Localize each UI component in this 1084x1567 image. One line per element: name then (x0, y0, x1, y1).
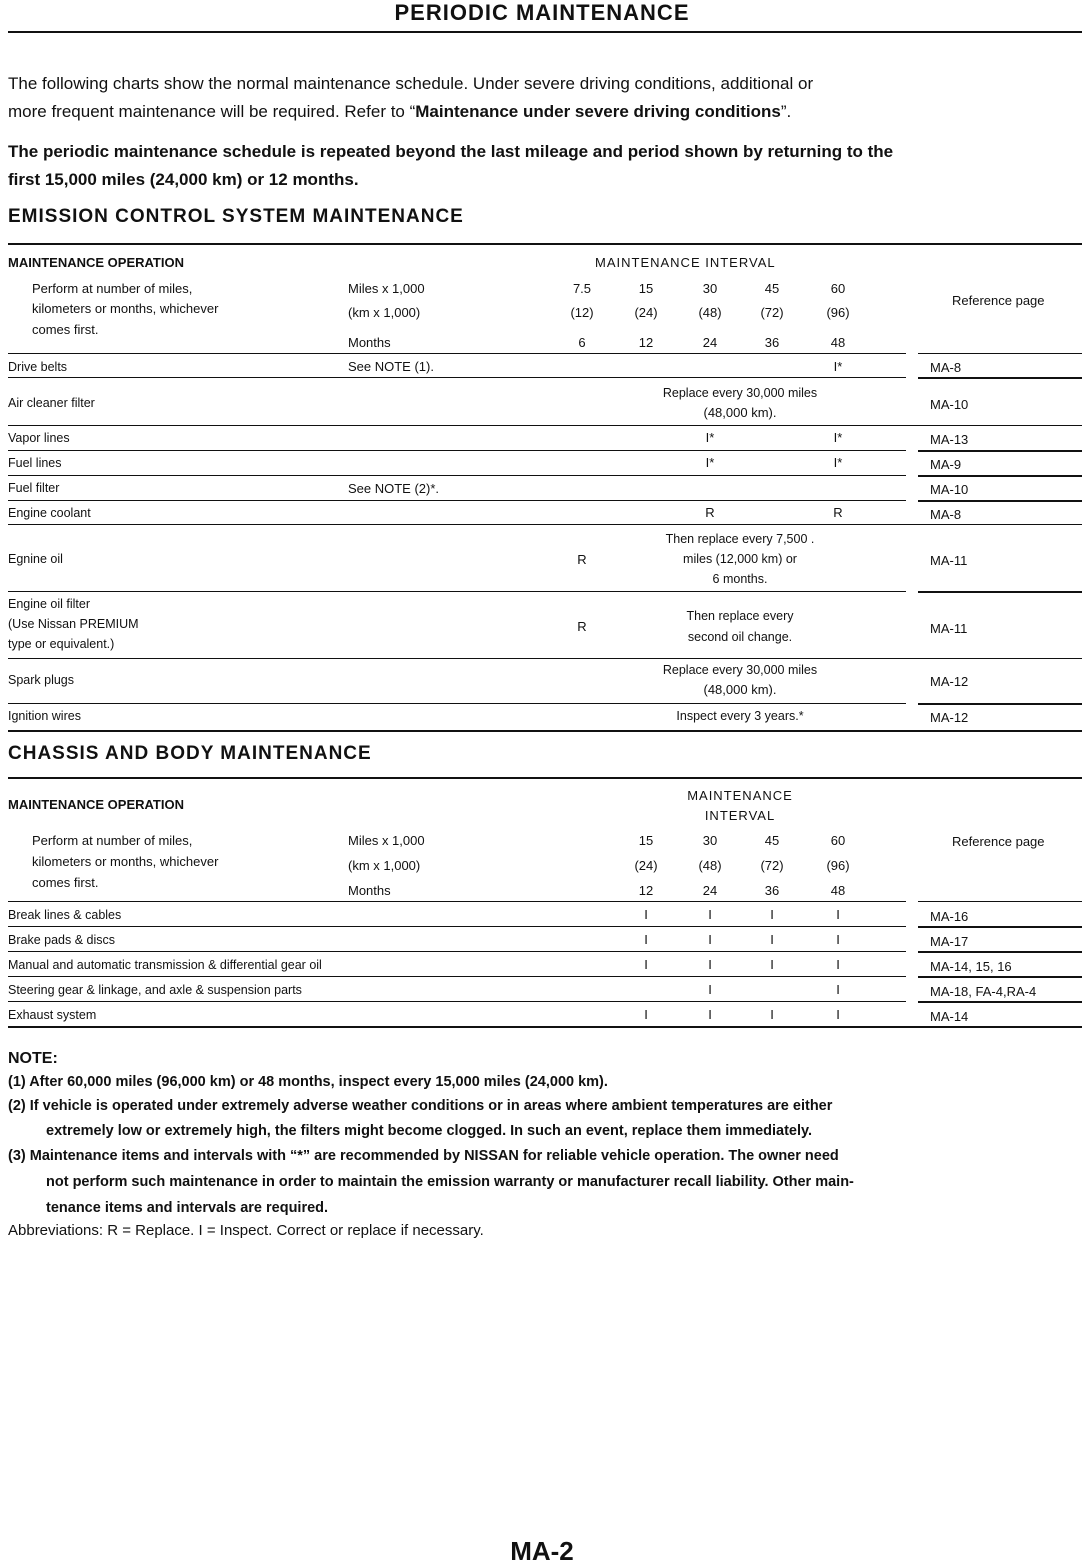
row-fuel-lines-30: I* (705, 455, 715, 470)
chassis-months-label: Months (348, 883, 391, 898)
row-oil-filter-7-5: R (577, 619, 587, 634)
table-cell: I (836, 982, 840, 997)
table-cell: I (770, 907, 774, 922)
table-cell: I (708, 957, 712, 972)
row-spark-plugs-ref: MA-12 (930, 674, 969, 689)
chassis-perform-l2: kilometers or months, whichever (32, 854, 219, 869)
note-3-line2: not perform such maintenance in order to maintain the emission warranty or manufacturer recall liability. Other main- (46, 1174, 854, 1190)
chassis-miles-label: Miles x 1,000 (348, 833, 425, 848)
chassis-miles-col-2: 45 (764, 833, 780, 848)
row-fuel-filter-note: See NOTE (2)*. (348, 481, 440, 496)
table-cell: I (770, 932, 774, 947)
chassis-months-col-3: 48 (830, 883, 846, 898)
chassis-top-rule (8, 777, 1082, 779)
emission-months-col-3: 36 (764, 335, 780, 350)
emission-top-rule (8, 243, 1082, 245)
emission-miles-col-1: 15 (638, 281, 654, 296)
table-cell: I (708, 982, 712, 997)
row-spark-plugs-name: Spark plugs (8, 673, 75, 687)
note-3-line3: tenance items and intervals are required. (46, 1200, 329, 1216)
table-cell: I (644, 932, 648, 947)
chassis-km-col-1: (48) (698, 858, 722, 873)
page-number: MA-2 (510, 1536, 574, 1566)
row-engine-coolant-ref: MA-8 (930, 507, 962, 522)
row-ignition-wires-name: Ignition wires (8, 709, 81, 723)
emission-miles-col-4: 60 (830, 281, 846, 296)
emission-km-label: (km x 1,000) (348, 305, 421, 320)
row-fuel-lines-60: I* (833, 455, 843, 470)
emission-km-col-3: (72) (760, 305, 784, 320)
notes-heading: NOTE: (8, 1050, 58, 1067)
emission-bottom-rule (8, 730, 1082, 732)
row-fuel-lines-ref: MA-9 (930, 457, 962, 472)
intro-p2-line2: first 15,000 miles (24,000 km) or 12 months. (8, 170, 359, 189)
table-cell: I (644, 907, 648, 922)
row-divider (8, 1026, 1082, 1028)
chassis-perform-l3: comes first. (32, 875, 99, 890)
row-vapor-lines-name: Vapor lines (8, 431, 70, 445)
row-oil-filter-name3: type or equivalent.) (8, 637, 115, 651)
table-cell: I (770, 957, 774, 972)
row-engine-oil-text3: 6 months. (712, 572, 768, 586)
intro-p2-line1: The periodic maintenance schedule is repeated beyond the last mileage and period shown by returning to the (8, 142, 894, 161)
row-oil-filter-text2: second oil change. (687, 630, 793, 644)
chassis-km-col-0: (24) (634, 858, 658, 873)
table-row-ref: MA-18, FA-4,RA-4 (930, 984, 1037, 999)
emission-months-col-4: 48 (830, 335, 846, 350)
emission-months-col-0: 6 (578, 335, 586, 350)
table-row-ref: MA-14, 15, 16 (930, 959, 1012, 974)
page-title: PERIODIC MAINTENANCE (394, 0, 690, 25)
note-3-line1: (3) Maintenance items and intervals with “*” are recommended by NISSAN for reliable vehicle operation. The owner need (8, 1148, 839, 1164)
row-fuel-lines-name: Fuel lines (8, 456, 62, 470)
table-row-ref: MA-14 (930, 1009, 969, 1024)
table-cell: I (708, 1007, 712, 1022)
table-cell: I (836, 907, 840, 922)
row-oil-filter-name2: (Use Nissan PREMIUM (8, 617, 139, 631)
table-row-name: Steering gear & linkage, and axle & suspension parts (8, 983, 302, 997)
emission-km-col-1: (24) (634, 305, 658, 320)
row-engine-oil-ref: MA-11 (930, 553, 968, 568)
row-oil-filter-name1: Engine oil filter (8, 597, 90, 611)
chassis-months-col-0: 12 (638, 883, 654, 898)
title-rule (8, 31, 1082, 33)
emission-km-col-2: (48) (698, 305, 722, 320)
intro-p1-line1: The following charts show the normal maintenance schedule. Under severe driving conditions, additional or (8, 74, 814, 93)
row-engine-coolant-name: Engine coolant (8, 506, 91, 520)
emission-perform-l3: comes first. (32, 322, 99, 337)
row-vapor-lines-ref: MA-13 (930, 432, 969, 447)
row-air-cleaner-text2: (48,000 km). (703, 405, 777, 420)
row-fuel-filter-ref: MA-10 (930, 482, 969, 497)
row-engine-oil-text1: Then replace every 7,500 . (665, 532, 815, 546)
emission-miles-col-0: 7.5 (572, 281, 592, 296)
chassis-km-col-3: (96) (826, 858, 850, 873)
table-row-name: Break lines & cables (8, 908, 122, 922)
row-air-cleaner-text1: Replace every 30,000 miles (662, 386, 818, 400)
row-ignition-wires-text1: Inspect every 3 years.* (676, 709, 804, 723)
row-drive-belts-60: I* (833, 359, 843, 374)
row-divider (918, 926, 1082, 928)
row-ignition-wires-ref: MA-12 (930, 710, 969, 725)
row-oil-filter-ref: MA-11 (930, 621, 968, 636)
table-cell: I (836, 957, 840, 972)
note-2-line2: extremely low or extremely high, the filters might become clogged. In such an event, replace them immediately. (46, 1123, 813, 1139)
emission-section-title: EMISSION CONTROL SYSTEM MAINTENANCE (8, 206, 464, 227)
row-engine-oil-text2: miles (12,000 km) or (683, 552, 797, 566)
emission-km-col-4: (96) (826, 305, 850, 320)
table-row-name: Exhaust system (8, 1008, 97, 1022)
table-row-name: Manual and automatic transmission & differential gear oil (8, 958, 322, 972)
table-cell: I (836, 1007, 840, 1022)
emission-months-label: Months (348, 335, 391, 350)
note-1: (1) After 60,000 miles (96,000 km) or 48 months, inspect every 15,000 miles (24,000 km). (8, 1074, 608, 1090)
row-drive-belts-ref: MA-8 (930, 360, 962, 375)
table-row-ref: MA-17 (930, 934, 969, 949)
row-divider (8, 976, 906, 977)
chassis-km-label: (km x 1,000) (348, 858, 421, 873)
chassis-miles-col-0: 15 (638, 833, 654, 848)
emission-interval-header: MAINTENANCE INTERVAL (595, 255, 776, 270)
row-air-cleaner-name: Air cleaner filter (8, 396, 95, 410)
emission-miles-label: Miles x 1,000 (348, 281, 425, 296)
chassis-km-col-2: (72) (760, 858, 784, 873)
table-cell: I (708, 907, 712, 922)
chassis-interval-l2: INTERVAL (704, 808, 776, 823)
row-divider (8, 951, 906, 952)
emission-miles-col-2: 30 (702, 281, 718, 296)
row-vapor-lines-30: I* (705, 430, 715, 445)
emission-op-header: MAINTENANCE OPERATION (8, 255, 184, 270)
row-divider (918, 951, 1082, 953)
chassis-months-col-2: 36 (764, 883, 780, 898)
row-fuel-filter-name: Fuel filter (8, 481, 60, 495)
row-divider (918, 1001, 1082, 1003)
row-spark-plugs-text2: (48,000 km). (703, 682, 777, 697)
emission-km-col-0: (12) (570, 305, 594, 320)
chassis-perform-l1: Perform at number of miles, (32, 833, 193, 848)
chassis-op-header: MAINTENANCE OPERATION (8, 797, 184, 812)
row-drive-belts-name: Drive belts (8, 360, 68, 374)
emission-miles-col-3: 45 (764, 281, 780, 296)
emission-perform-l2: kilometers or months, whichever (32, 301, 219, 316)
chassis-section-title: CHASSIS AND BODY MAINTENANCE (8, 743, 372, 764)
table-cell: I (836, 932, 840, 947)
table-cell: I (708, 932, 712, 947)
emission-perform-l1: Perform at number of miles, (32, 281, 193, 296)
intro-p1-line2: more frequent maintenance will be required. Refer to “Maintenance under severe driving conditions”. (8, 102, 792, 121)
row-engine-oil-name: Egnine oil (8, 552, 63, 566)
chassis-ref-header: Reference page (952, 834, 1045, 849)
row-spark-plugs-text1: Replace every 30,000 miles (662, 663, 818, 677)
row-air-cleaner-ref: MA-10 (930, 397, 969, 412)
table-cell: I (644, 957, 648, 972)
row-divider (8, 1001, 906, 1002)
row-engine-coolant-60: R (833, 505, 843, 520)
row-divider (918, 976, 1082, 978)
row-drive-belts-note: See NOTE (1). (348, 359, 434, 374)
chassis-interval-l1: MAINTENANCE (687, 788, 793, 803)
row-oil-filter-text1: Then replace every (686, 609, 794, 623)
table-cell: I (770, 1007, 774, 1022)
emission-months-col-1: 12 (638, 335, 654, 350)
chassis-months-col-1: 24 (702, 883, 718, 898)
emission-months-col-2: 24 (702, 335, 718, 350)
table-row-name: Brake pads & discs (8, 933, 115, 947)
row-engine-oil-7-5: R (577, 552, 587, 567)
abbreviations: Abbreviations: R = Replace. I = Inspect. Correct or replace if necessary. (8, 1222, 484, 1239)
chassis-miles-col-3: 60 (830, 833, 846, 848)
row-engine-coolant-30: R (705, 505, 715, 520)
row-vapor-lines-60: I* (833, 430, 843, 445)
table-cell: I (644, 1007, 648, 1022)
table-row-ref: MA-16 (930, 909, 969, 924)
chassis-miles-col-1: 30 (702, 833, 718, 848)
emission-ref-header: Reference page (952, 293, 1045, 308)
row-divider (8, 926, 906, 927)
note-2-line1: (2) If vehicle is operated under extremely adverse weather conditions or in areas where ambient temperatures are either (8, 1098, 833, 1114)
